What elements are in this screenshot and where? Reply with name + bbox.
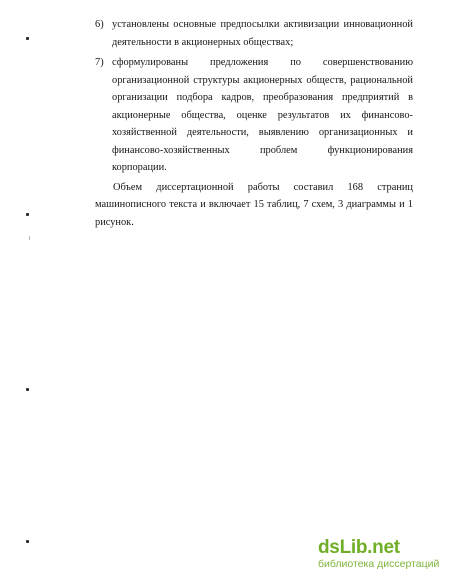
margin-mark bbox=[26, 388, 29, 391]
list-item-text: сформулированы предложения по совершенствованию организационной структуры акционерных обществ, рациональной организации подбора кадров, преобразования предприятий в акционерные общества, оценке результатов их финансово-хозяйственной деятельности, выявлению организационных и финансово-хозяйственных проблем функционирования корпорации. bbox=[112, 57, 413, 173]
margin-mark bbox=[26, 37, 29, 40]
document-body bbox=[95, 16, 413, 231]
summary-text: Объем диссертационной работы составил 168 страниц машинописного текста и включает 15 таблиц, 7 схем, 3 диаграммы и 1 рисунок. bbox=[95, 181, 413, 228]
list-item-text: установлены основные предпосылки активизации инновационной деятельности в акционерных обществах; bbox=[112, 19, 413, 48]
margin-mark bbox=[26, 213, 29, 216]
watermark-logo: dsLib.net bbox=[318, 537, 400, 558]
summary-paragraph bbox=[95, 179, 413, 232]
margin-tick bbox=[29, 236, 30, 240]
list-item bbox=[95, 16, 413, 51]
margin-mark bbox=[26, 540, 29, 543]
list-item-number: 7) bbox=[95, 57, 104, 68]
list-item-number: 6) bbox=[95, 19, 104, 30]
list-item bbox=[95, 54, 413, 177]
watermark bbox=[318, 537, 440, 570]
watermark-subtitle: библиотека диссертаций bbox=[318, 558, 440, 570]
